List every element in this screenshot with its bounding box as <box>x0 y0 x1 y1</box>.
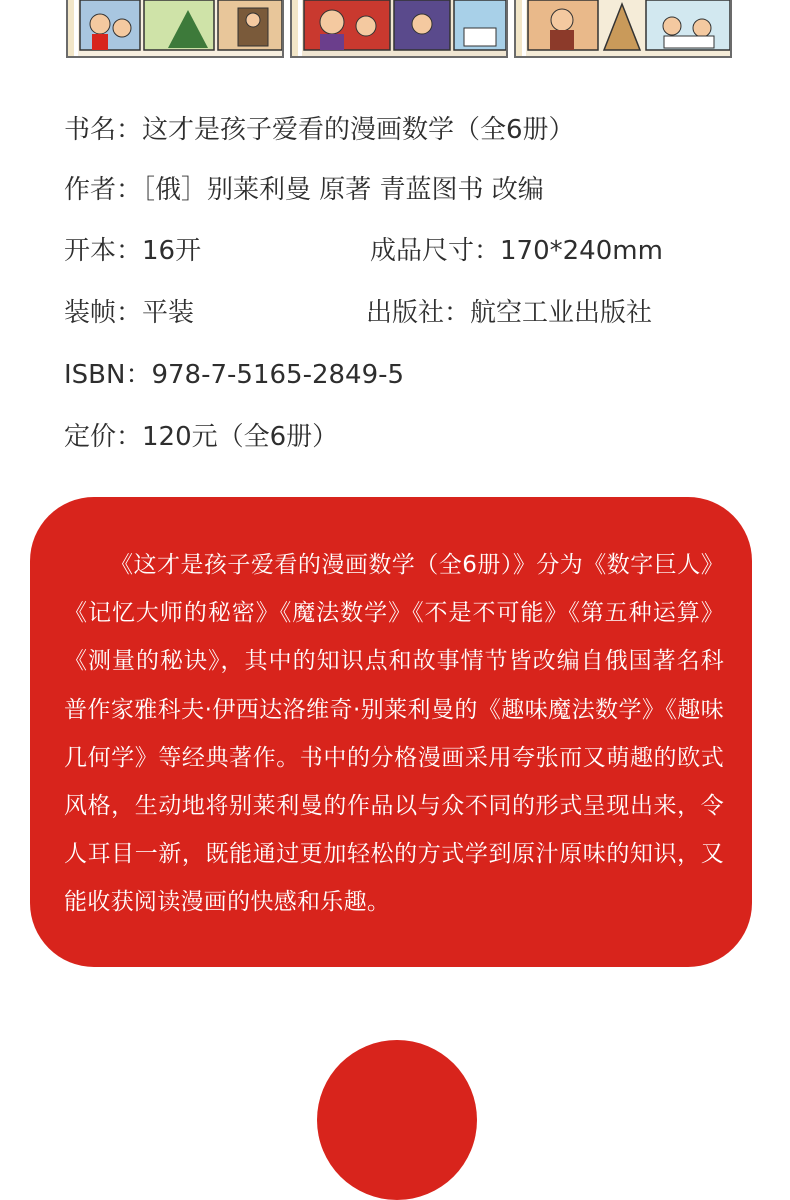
format-value: 16开 <box>142 236 202 266</box>
format-row <box>64 231 201 271</box>
publisher-row <box>366 293 652 333</box>
publisher-label: 出版社： <box>366 298 471 328</box>
book-covers-strip <box>0 0 790 62</box>
price-label: 定价： <box>64 422 143 452</box>
binding-row <box>64 293 194 333</box>
price-row <box>64 417 338 457</box>
book-cover-1 <box>66 0 284 58</box>
size-value: 170*240mm <box>500 236 663 266</box>
size-row <box>370 231 663 271</box>
isbn-value: 978-7-5165-2849-5 <box>151 360 405 390</box>
publisher-value: 航空工业出版社 <box>470 298 653 328</box>
comic-illustration <box>526 0 730 56</box>
isbn-row <box>64 355 404 395</box>
book-cover-3 <box>514 0 732 58</box>
comic-illustration <box>78 0 282 56</box>
title-value: 这才是孩子爱看的漫画数学（全6册） <box>142 115 575 145</box>
author-value: ［俄］别莱利曼 原著 青蓝图书 改编 <box>142 175 544 205</box>
description-text: 《这才是孩子爱看的漫画数学（全6册）》分为《数字巨人》《记忆大师的秘密》《魔法数学》《不是不可能》《第五种运算》《测量的秘诀》，其中的知识点和故事情节皆改编自俄国著名科普作家雅科夫·伊西达洛维奇·别莱利曼的《趣味魔法数学》《趣味几何学》等经典著作。书中的分格漫画采用夸张而又萌趣的欧式风格，生动地将别莱利曼的作品以与众不同的形式呈现出来，令人耳目一新，既能通过更加轻松的方式学到原汁原味的知识，又能收获阅读漫画的快感和乐趣。 <box>64 552 724 916</box>
decorative-circle <box>317 1040 477 1200</box>
title-label: 书名： <box>64 115 143 145</box>
isbn-label: ISBN： <box>64 360 152 390</box>
binding-value: 平装 <box>142 298 195 328</box>
author-label: 作者： <box>64 175 143 205</box>
comic-illustration <box>302 0 506 56</box>
price-value: 120元（全6册） <box>142 422 339 452</box>
binding-label: 装帧： <box>64 298 143 328</box>
format-label: 开本： <box>64 236 143 266</box>
description-panel <box>30 497 752 967</box>
author-row <box>64 170 544 210</box>
book-cover-2 <box>290 0 508 58</box>
size-label: 成品尺寸： <box>370 236 501 266</box>
title-row <box>64 110 575 150</box>
